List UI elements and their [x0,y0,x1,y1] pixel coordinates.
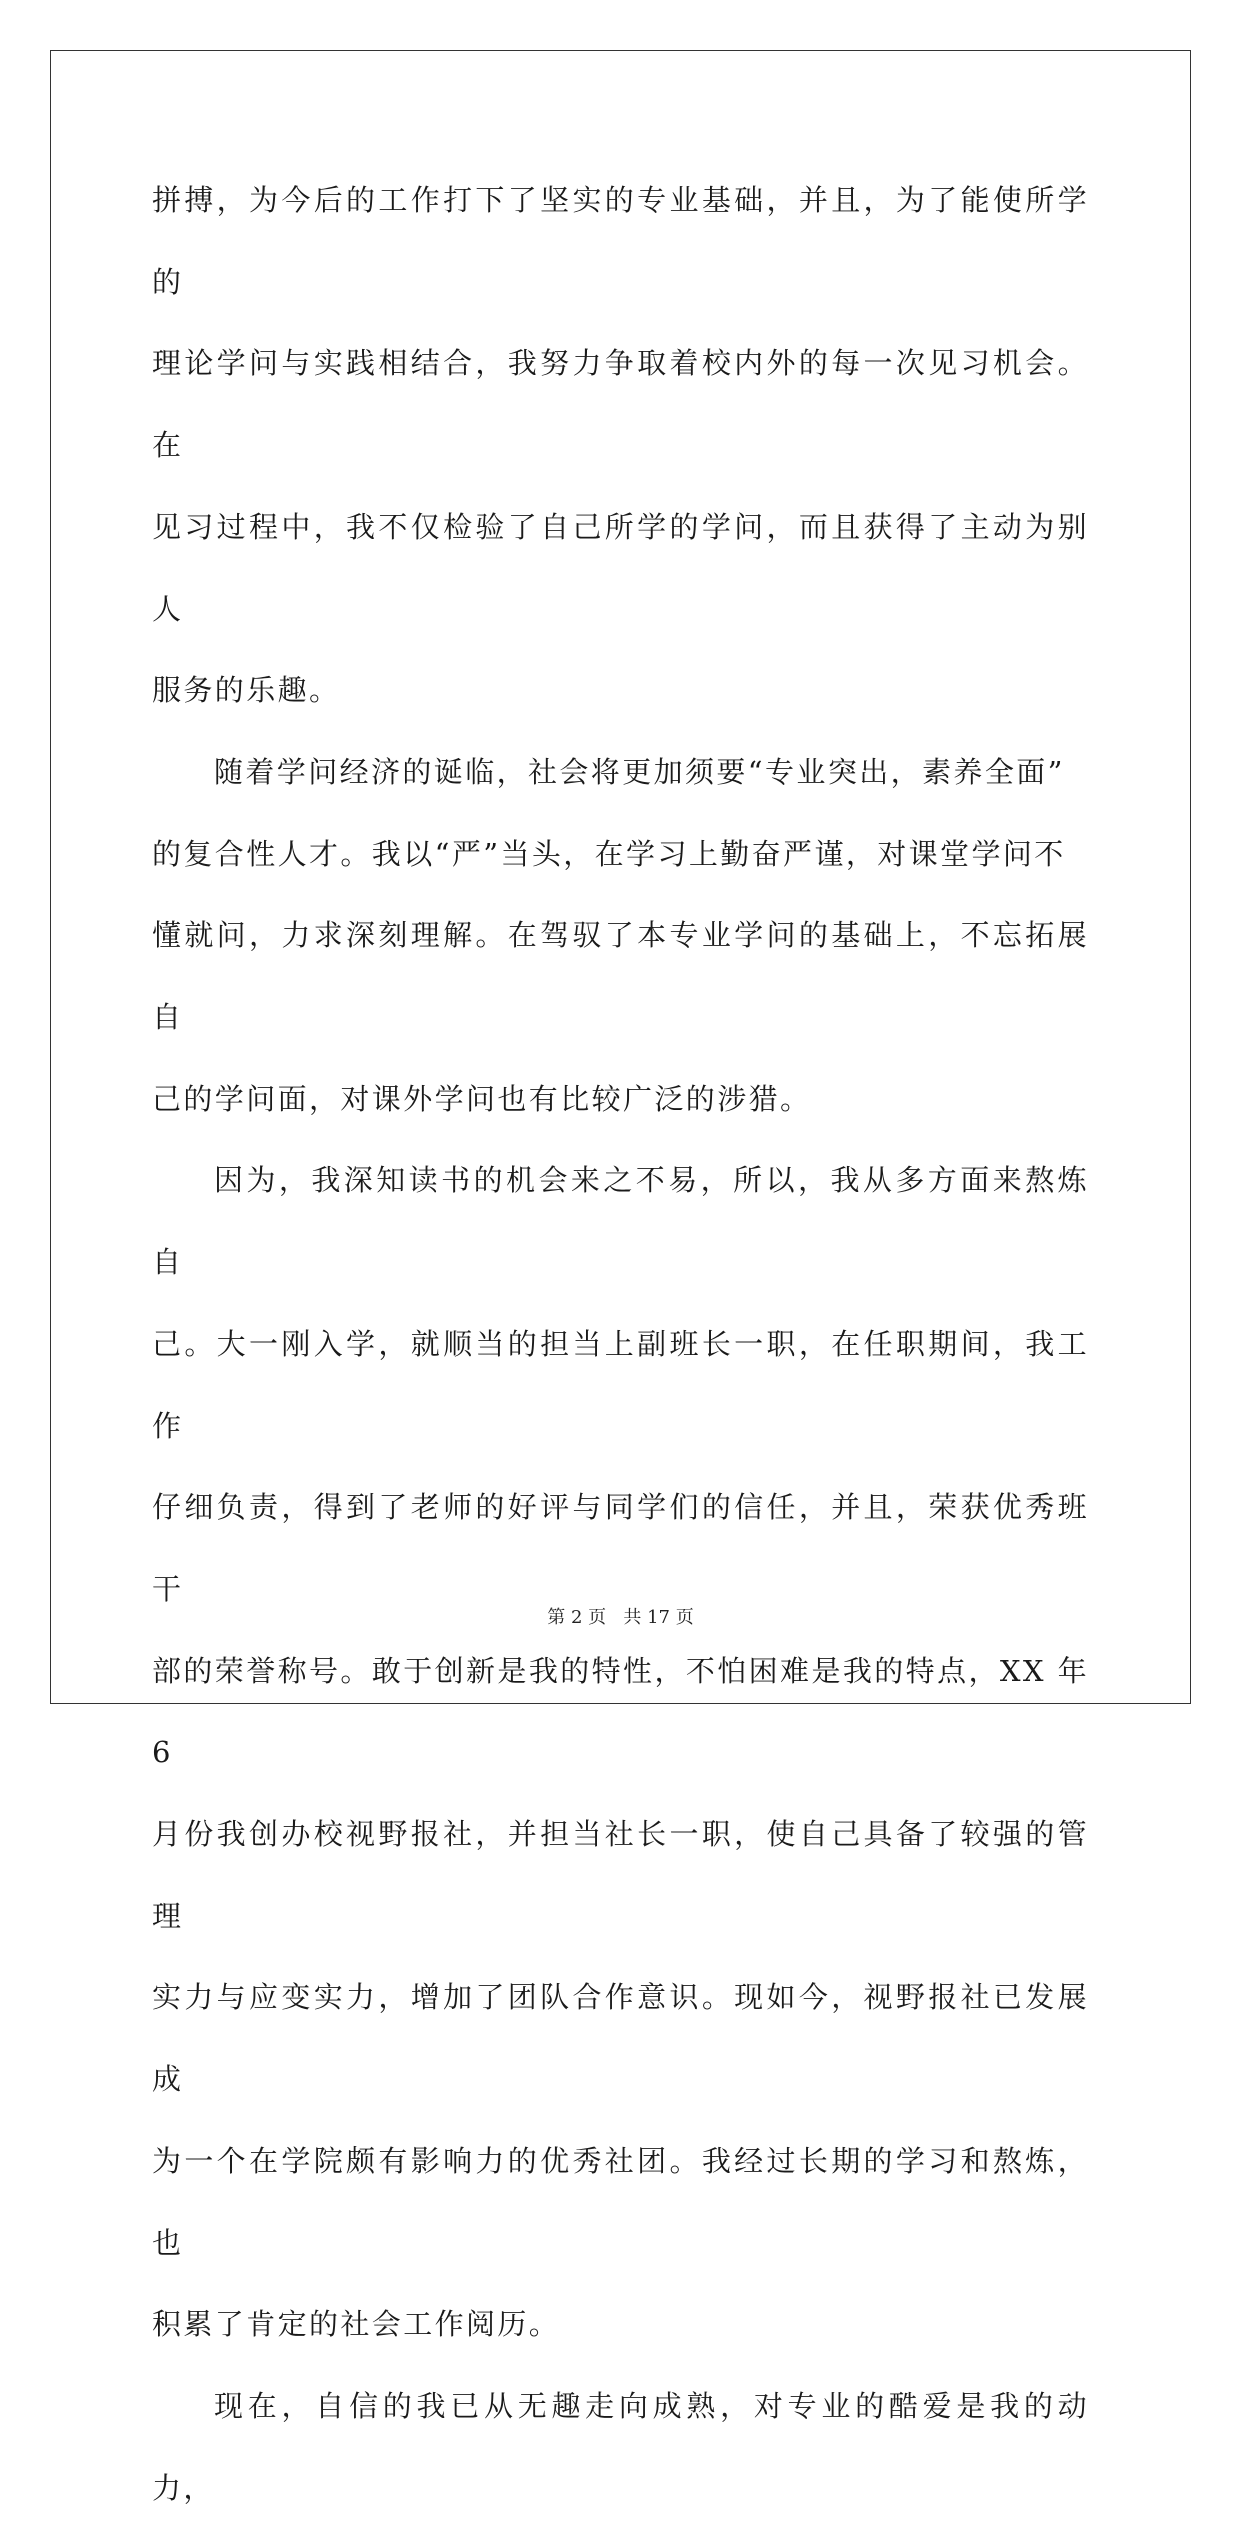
text-line: 部的荣誉称号。敢于创新是我的特性，不怕困难是我的特点，XX 年 6 [152,1653,1089,1770]
paragraph-1 [152,160,1089,732]
page-number: 第 2 页 [547,1607,607,1628]
text-line: 现在，自信的我已从无趣走向成熟，对专业的酷爱是我的动力， [152,2388,1089,2505]
footer-spacer [606,1607,623,1628]
page-footer [0,1603,1241,1629]
paragraph-3 [152,1140,1089,2366]
text-line: 服务的乐趣。 [152,673,341,708]
page-total: 共 17 页 [623,1607,694,1628]
text-line: 月份我创办校视野报社，并担当社长一职，使自己具备了较强的管理 [152,1817,1089,1933]
text-line: 拼搏，为今后的工作打下了坚实的专业基础，并且，为了能使所学的 [152,183,1089,299]
paragraph-2 [152,732,1089,1141]
text-line: 积累了肯定的社会工作阅历。 [152,2307,561,2342]
text-line: 懂就问，力求深刻理解。在驾驭了本专业学问的基础上，不忘拓展自 [152,918,1089,1035]
paragraph-4 [152,2366,1089,2529]
text-line: 己。大一刚入学，就顺当的担当上副班长一职，在任职期间，我工作 [152,1326,1089,1443]
text-line: 己的学问面，对课外学问也有比较广泛的涉猎。 [152,1081,812,1116]
text-line: 仔细负责，得到了老师的好评与同学们的信任，并且，荣获优秀班干 [152,1490,1089,1606]
text-line: 实力与应变实力，增加了团队合作意识。现如今，视野报社已发展成 [152,1980,1089,2097]
document-body [152,160,1089,2529]
text-line: 理论学问与实践相结合，我努力争取着校内外的每一次见习机会。在 [152,346,1089,463]
text-line: 为一个在学院颇有影响力的优秀社团。我经过长期的学习和熬炼，也 [152,2143,1089,2260]
text-line: 随着学问经济的诞临，社会将更加须要“专业突出，素养全面” [214,754,1065,789]
text-line: 的复合性人才。我以“严”当头，在学习上勤奋严谨，对课堂学问不 [152,836,1066,871]
text-line: 因为，我深知读书的机会来之不易，所以，我从多方面来熬炼自 [152,1163,1089,1280]
text-line: 见习过程中，我不仅检验了自己所学的学问，而且获得了主动为别人 [152,509,1089,626]
